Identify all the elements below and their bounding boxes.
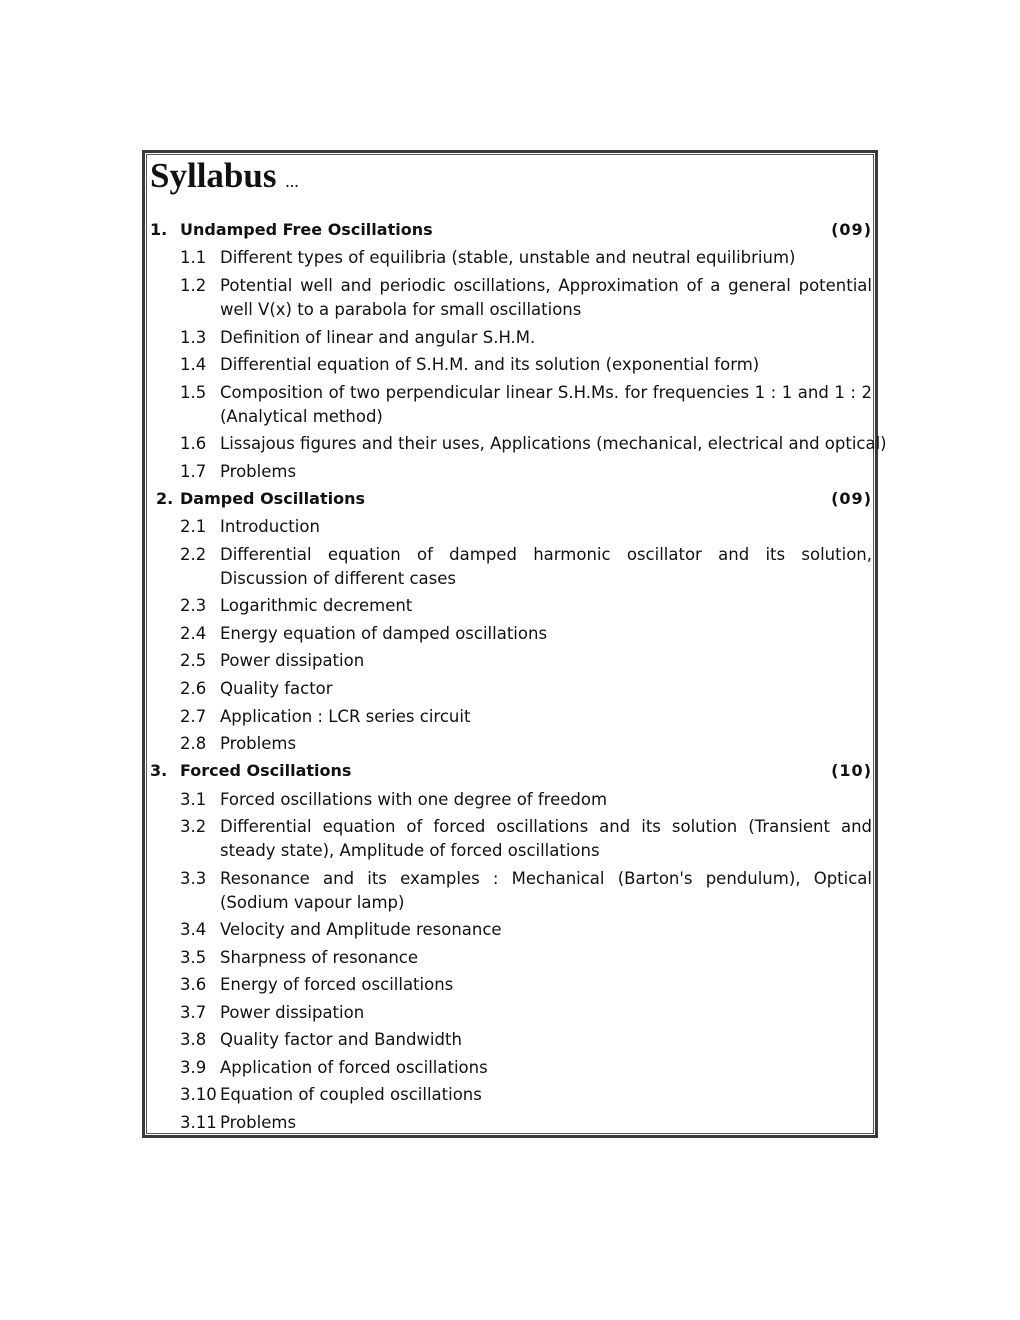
item-text: Potential well and periodic oscillations, Approximation of a general potential well V(x) to a parabola for small oscillations (220, 276, 872, 319)
list-item (180, 543, 872, 591)
item-number: 2.5 (180, 651, 207, 670)
item-text: Differential equation of forced oscillations and its solution (Transient and steady state), Amplitude of forced oscillations (220, 817, 872, 860)
section-title: Damped Oscillations (180, 489, 365, 508)
section-hours: (09) (831, 220, 872, 239)
item-text: Introduction (220, 517, 320, 536)
item-number: 3.7 (180, 1003, 207, 1022)
item-number: 3.1 (180, 790, 207, 809)
list-item (180, 946, 872, 970)
item-text: Equation of coupled oscillations (220, 1085, 482, 1104)
item-text: Power dissipation (220, 651, 365, 670)
item-number: 3.11 (180, 1113, 217, 1132)
item-text: Quality factor (220, 679, 333, 698)
item-number: 3.10 (180, 1085, 217, 1104)
item-number: 2.2 (180, 545, 207, 564)
list-item (180, 432, 887, 456)
list-item (180, 1083, 872, 1107)
section-number: 2. (156, 489, 174, 508)
item-number: 1.4 (180, 355, 207, 374)
section-number: 1. (150, 220, 168, 239)
item-text: Composition of two perpendicular linear S.H.Ms. for frequencies 1 : 1 and 1 : 2 (Analytical method) (220, 383, 872, 426)
list-item (180, 594, 872, 618)
item-text: Energy equation of damped oscillations (220, 624, 548, 643)
item-number: 1.5 (180, 383, 207, 402)
item-number: 3.3 (180, 869, 207, 888)
item-text: Power dissipation (220, 1003, 365, 1022)
item-number: 2.7 (180, 707, 207, 726)
item-number: 3.4 (180, 920, 207, 939)
item-number: 2.4 (180, 624, 207, 643)
list-item (180, 705, 872, 729)
list-item (180, 353, 872, 377)
item-number: 1.2 (180, 276, 207, 295)
item-number: 3.6 (180, 975, 207, 994)
item-text: Differential equation of S.H.M. and its solution (exponential form) (220, 355, 760, 374)
item-number: 2.1 (180, 517, 207, 536)
list-item (180, 381, 872, 429)
item-text: Sharpness of resonance (220, 948, 419, 967)
list-item (180, 622, 872, 646)
item-number: 2.3 (180, 596, 207, 615)
page-title (150, 154, 299, 203)
list-item (180, 1056, 872, 1080)
list-item (180, 788, 872, 812)
list-item (180, 732, 872, 756)
item-text: Application of forced oscillations (220, 1058, 488, 1077)
section-heading-3 (150, 759, 872, 783)
list-item (180, 326, 872, 350)
item-text: Definition of linear and angular S.H.M. (220, 328, 536, 347)
list-item (180, 867, 872, 915)
list-item (180, 1111, 872, 1135)
list-item (180, 460, 872, 484)
item-text: Problems (220, 462, 297, 481)
item-number: 3.9 (180, 1058, 207, 1077)
item-number: 3.5 (180, 948, 207, 967)
item-number: 3.8 (180, 1030, 207, 1049)
item-text: Energy of forced oscillations (220, 975, 454, 994)
item-text: Forced oscillations with one degree of freedom (220, 790, 608, 809)
item-text: Application : LCR series circuit (220, 707, 471, 726)
item-text: Differential equation of damped harmonic oscillator and its solution, Discussion of different cases (220, 545, 872, 588)
list-item (180, 815, 872, 863)
item-number: 2.8 (180, 734, 207, 753)
section-hours: (09) (831, 489, 872, 508)
list-item (180, 1001, 872, 1025)
item-number: 3.2 (180, 817, 207, 836)
list-item (180, 677, 872, 701)
page-title-suffix: ... (285, 171, 299, 191)
section-title: Undamped Free Oscillations (180, 220, 433, 239)
list-item (180, 246, 872, 270)
section-heading-2 (150, 487, 872, 511)
list-item (180, 274, 872, 322)
list-item (180, 918, 872, 942)
item-number: 1.6 (180, 434, 207, 453)
section-number: 3. (150, 761, 168, 780)
list-item (180, 1028, 872, 1052)
item-number: 1.3 (180, 328, 207, 347)
item-number: 2.6 (180, 679, 207, 698)
list-item (180, 973, 872, 997)
item-text: Logarithmic decrement (220, 596, 413, 615)
item-text: Resonance and its examples : Mechanical (Barton's pendulum), Optical (Sodium vapour lamp) (220, 869, 872, 912)
section-title: Forced Oscillations (180, 761, 352, 780)
item-text: Quality factor and Bandwidth (220, 1030, 462, 1049)
item-text: Different types of equilibria (stable, unstable and neutral equilibrium) (220, 248, 796, 267)
section-hours: (10) (831, 761, 872, 780)
list-item (180, 649, 872, 673)
section-heading-1 (150, 218, 872, 242)
item-text: Lissajous figures and their uses, Applications (mechanical, electrical and optical) (220, 434, 887, 453)
item-number: 1.1 (180, 248, 207, 267)
item-number: 1.7 (180, 462, 207, 481)
item-text: Problems (220, 1113, 297, 1132)
list-item (180, 515, 872, 539)
item-text: Problems (220, 734, 297, 753)
item-text: Velocity and Amplitude resonance (220, 920, 502, 939)
page-title-text: Syllabus (150, 156, 277, 195)
